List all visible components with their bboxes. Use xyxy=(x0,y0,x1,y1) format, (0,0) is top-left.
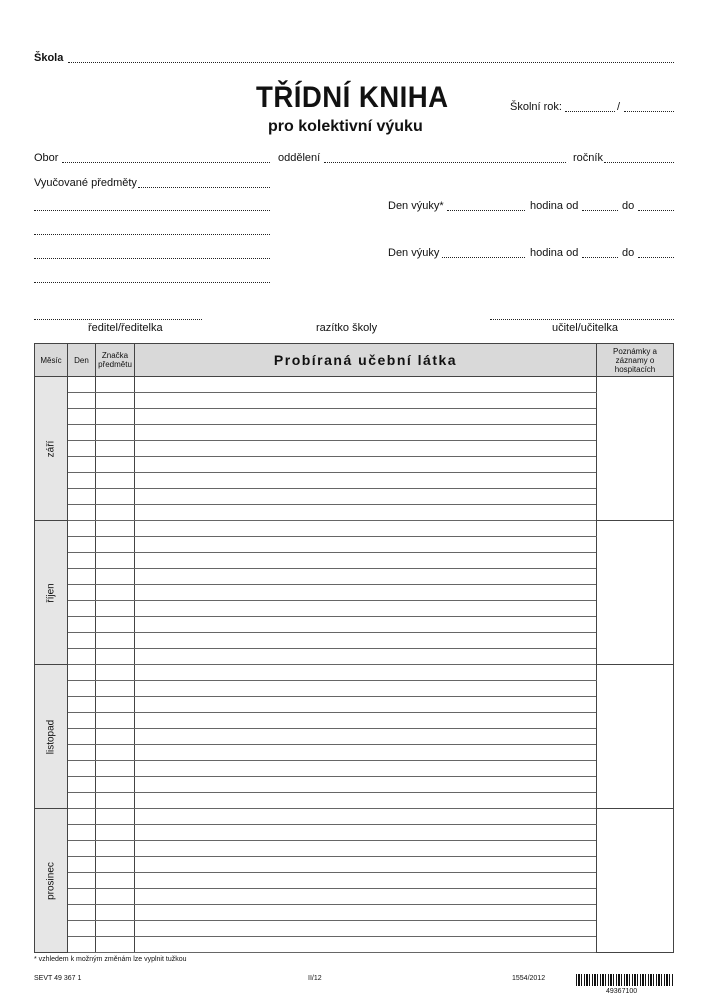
do-1-label: do xyxy=(622,200,635,212)
latka-cell[interactable] xyxy=(135,617,597,633)
class-book-table xyxy=(34,343,674,953)
reditel-label: ředitel/ředitelka xyxy=(88,322,163,334)
latka-cell[interactable] xyxy=(135,425,597,441)
den-cell[interactable] xyxy=(68,457,96,473)
col-header-poznamky: Poznámky a záznamy o hospitacích xyxy=(597,344,674,377)
latka-cell[interactable] xyxy=(135,521,597,537)
latka-cell[interactable] xyxy=(135,473,597,489)
znacka-cell[interactable] xyxy=(96,457,135,473)
table-row xyxy=(35,681,674,697)
col-header-main: Probíraná učební látka xyxy=(135,344,597,377)
latka-cell[interactable] xyxy=(135,569,597,585)
barcode-number: 49367100 xyxy=(606,988,638,995)
znacka-cell[interactable] xyxy=(96,537,135,553)
latka-cell[interactable] xyxy=(135,905,597,921)
table-row xyxy=(35,633,674,649)
latka-cell[interactable] xyxy=(135,841,597,857)
table-row xyxy=(35,793,674,809)
latka-cell[interactable] xyxy=(135,697,597,713)
latka-cell[interactable] xyxy=(135,681,597,697)
latka-cell[interactable] xyxy=(135,777,597,793)
table-row xyxy=(35,697,674,713)
den-cell[interactable] xyxy=(68,473,96,489)
school-year-from-field[interactable] xyxy=(565,111,615,112)
table-row xyxy=(35,377,674,393)
znacka-cell[interactable] xyxy=(96,489,135,505)
hodina-od-2-label: hodina od xyxy=(530,247,579,259)
table-row xyxy=(35,473,674,489)
den-cell[interactable] xyxy=(68,665,96,681)
znacka-cell[interactable] xyxy=(96,729,135,745)
table-row xyxy=(35,809,674,825)
znacka-cell[interactable] xyxy=(96,393,135,409)
predmety-field-4[interactable] xyxy=(34,258,270,259)
table-row xyxy=(35,841,674,857)
page-subtitle: pro kolektivní výuku xyxy=(268,118,423,135)
latka-cell[interactable] xyxy=(135,921,597,937)
hodina-od-1-field[interactable] xyxy=(582,210,618,211)
znacka-cell[interactable] xyxy=(96,601,135,617)
den-cell[interactable] xyxy=(68,825,96,841)
znacka-cell[interactable] xyxy=(96,777,135,793)
latka-cell[interactable] xyxy=(135,889,597,905)
den-cell[interactable] xyxy=(68,921,96,937)
table-row xyxy=(35,393,674,409)
school-label: Škola xyxy=(34,52,64,64)
table-row xyxy=(35,457,674,473)
month-cell xyxy=(35,665,68,809)
notes-cell[interactable] xyxy=(597,377,674,521)
den-cell[interactable] xyxy=(68,793,96,809)
table-row xyxy=(35,825,674,841)
znacka-cell[interactable] xyxy=(96,569,135,585)
col-header-znacka: Značka předmětu xyxy=(96,344,135,377)
den-cell[interactable] xyxy=(68,697,96,713)
znacka-cell[interactable] xyxy=(96,841,135,857)
znacka-cell[interactable] xyxy=(96,825,135,841)
col-header-mesic: Měsíc xyxy=(35,344,68,377)
latka-cell[interactable] xyxy=(135,489,597,505)
table-row xyxy=(35,729,674,745)
latka-cell[interactable] xyxy=(135,441,597,457)
den-cell[interactable] xyxy=(68,777,96,793)
znacka-cell[interactable] xyxy=(96,889,135,905)
latka-cell[interactable] xyxy=(135,937,597,953)
den-cell[interactable] xyxy=(68,585,96,601)
den-cell[interactable] xyxy=(68,745,96,761)
den-vyuky-2-label: Den výuky xyxy=(388,247,440,259)
latka-cell[interactable] xyxy=(135,409,597,425)
table-row xyxy=(35,905,674,921)
latka-cell[interactable] xyxy=(135,745,597,761)
den-cell[interactable] xyxy=(68,857,96,873)
znacka-cell[interactable] xyxy=(96,681,135,697)
table-row xyxy=(35,537,674,553)
den-cell[interactable] xyxy=(68,889,96,905)
latka-cell[interactable] xyxy=(135,649,597,665)
ucitel-label: učitel/učitelka xyxy=(552,322,619,334)
znacka-cell[interactable] xyxy=(96,761,135,777)
footnote: * vzhledem k možným změnám lze vyplnit tužkou xyxy=(34,956,187,963)
den-cell[interactable] xyxy=(68,761,96,777)
den-vyuky-1-field[interactable] xyxy=(447,210,525,211)
do-2-label: do xyxy=(622,247,635,259)
latka-cell[interactable] xyxy=(135,729,597,745)
hodina-od-2-field[interactable] xyxy=(582,257,618,258)
znacka-cell[interactable] xyxy=(96,665,135,681)
predmety-field-3[interactable] xyxy=(34,234,270,235)
den-cell[interactable] xyxy=(68,521,96,537)
den-cell[interactable] xyxy=(68,377,96,393)
table-header-row xyxy=(35,344,674,377)
latka-cell[interactable] xyxy=(135,761,597,777)
den-cell[interactable] xyxy=(68,601,96,617)
znacka-cell[interactable] xyxy=(96,697,135,713)
den-cell[interactable] xyxy=(68,729,96,745)
school-year-to-field[interactable] xyxy=(624,111,674,112)
month-cell xyxy=(35,377,68,521)
notes-cell[interactable] xyxy=(597,665,674,809)
latka-cell[interactable] xyxy=(135,505,597,521)
table-row xyxy=(35,713,674,729)
den-cell[interactable] xyxy=(68,409,96,425)
den-cell[interactable] xyxy=(68,681,96,697)
table-row xyxy=(35,585,674,601)
znacka-cell[interactable] xyxy=(96,905,135,921)
month-cell xyxy=(35,521,68,665)
den-cell[interactable] xyxy=(68,441,96,457)
school-year-separator: / xyxy=(617,101,621,113)
month-label: listopad xyxy=(45,719,57,754)
den-cell[interactable] xyxy=(68,809,96,825)
reditel-signature-field[interactable] xyxy=(34,319,202,320)
rocnik-label: ročník xyxy=(573,152,603,164)
table-row xyxy=(35,649,674,665)
month-label: září xyxy=(45,440,57,457)
latka-cell[interactable] xyxy=(135,601,597,617)
znacka-cell[interactable] xyxy=(96,745,135,761)
den-cell[interactable] xyxy=(68,713,96,729)
table-row xyxy=(35,873,674,889)
latka-cell[interactable] xyxy=(135,713,597,729)
znacka-cell[interactable] xyxy=(96,809,135,825)
table-row xyxy=(35,921,674,937)
predmety-field-1[interactable] xyxy=(138,187,270,188)
obor-field[interactable] xyxy=(62,162,270,163)
school-year-label: Školní rok: xyxy=(510,101,562,113)
den-cell[interactable] xyxy=(68,505,96,521)
latka-cell[interactable] xyxy=(135,825,597,841)
table-row xyxy=(35,505,674,521)
predmety-field-2[interactable] xyxy=(34,210,270,211)
znacka-cell[interactable] xyxy=(96,377,135,393)
znacka-cell[interactable] xyxy=(96,585,135,601)
den-cell[interactable] xyxy=(68,937,96,953)
znacka-cell[interactable] xyxy=(96,521,135,537)
latka-cell[interactable] xyxy=(135,393,597,409)
table-row xyxy=(35,553,674,569)
do-2-field[interactable] xyxy=(638,257,674,258)
den-cell[interactable] xyxy=(68,425,96,441)
notes-cell[interactable] xyxy=(597,809,674,953)
table-row xyxy=(35,777,674,793)
latka-cell[interactable] xyxy=(135,377,597,393)
den-cell[interactable] xyxy=(68,537,96,553)
razitko-label: razítko školy xyxy=(316,322,378,334)
table-row xyxy=(35,409,674,425)
den-cell[interactable] xyxy=(68,649,96,665)
hodina-od-1-label: hodina od xyxy=(530,200,579,212)
den-vyuky-1-label: Den výuky* xyxy=(388,200,444,212)
table-row xyxy=(35,857,674,873)
znacka-cell[interactable] xyxy=(96,505,135,521)
latka-cell[interactable] xyxy=(135,633,597,649)
znacka-cell[interactable] xyxy=(96,441,135,457)
page-title: TŘÍDNÍ KNIHA xyxy=(256,81,449,114)
den-cell[interactable] xyxy=(68,841,96,857)
table-row xyxy=(35,441,674,457)
table-row xyxy=(35,761,674,777)
latka-cell[interactable] xyxy=(135,457,597,473)
znacka-cell[interactable] xyxy=(96,473,135,489)
table-row xyxy=(35,665,674,681)
znacka-cell[interactable] xyxy=(96,921,135,937)
month-label: říjen xyxy=(45,582,57,603)
latka-cell[interactable] xyxy=(135,537,597,553)
table-row xyxy=(35,569,674,585)
den-cell[interactable] xyxy=(68,489,96,505)
table-row xyxy=(35,425,674,441)
den-cell[interactable] xyxy=(68,633,96,649)
latka-cell[interactable] xyxy=(135,585,597,601)
table-row xyxy=(35,489,674,505)
obor-label: Obor xyxy=(34,152,59,164)
latka-cell[interactable] xyxy=(135,793,597,809)
edition: II/12 xyxy=(308,975,322,982)
znacka-cell[interactable] xyxy=(96,553,135,569)
den-cell[interactable] xyxy=(68,569,96,585)
table-row xyxy=(35,889,674,905)
den-vyuky-2-field[interactable] xyxy=(442,257,525,258)
barcode-icon xyxy=(576,974,673,986)
notes-cell[interactable] xyxy=(597,521,674,665)
predmety-field-5[interactable] xyxy=(34,282,270,283)
znacka-cell[interactable] xyxy=(96,633,135,649)
table-row xyxy=(35,937,674,953)
table-row xyxy=(35,745,674,761)
do-1-field[interactable] xyxy=(638,210,674,211)
znacka-cell[interactable] xyxy=(96,409,135,425)
rocnik-field[interactable] xyxy=(604,162,674,163)
znacka-cell[interactable] xyxy=(96,649,135,665)
month-label: prosinec xyxy=(45,861,57,900)
school-field[interactable] xyxy=(68,62,674,63)
oddeleni-label: oddělení xyxy=(278,152,321,164)
den-cell[interactable] xyxy=(68,553,96,569)
znacka-cell[interactable] xyxy=(96,793,135,809)
latka-cell[interactable] xyxy=(135,809,597,825)
latka-cell[interactable] xyxy=(135,553,597,569)
znacka-cell[interactable] xyxy=(96,857,135,873)
table-row xyxy=(35,521,674,537)
latka-cell[interactable] xyxy=(135,857,597,873)
den-cell[interactable] xyxy=(68,393,96,409)
month-cell xyxy=(35,809,68,953)
oddeleni-field[interactable] xyxy=(324,162,566,163)
predmety-label: Vyučované předměty xyxy=(34,177,137,189)
table-row xyxy=(35,601,674,617)
ucitel-signature-field[interactable] xyxy=(490,319,674,320)
latka-cell[interactable] xyxy=(135,665,597,681)
znacka-cell[interactable] xyxy=(96,873,135,889)
latka-cell[interactable] xyxy=(135,873,597,889)
table-row xyxy=(35,617,674,633)
form-code: SEVT 49 367 1 xyxy=(34,975,82,982)
den-cell[interactable] xyxy=(68,873,96,889)
znacka-cell[interactable] xyxy=(96,425,135,441)
approval-number: 1554/2012 xyxy=(512,975,546,982)
znacka-cell[interactable] xyxy=(96,617,135,633)
znacka-cell[interactable] xyxy=(96,937,135,953)
col-header-den: Den xyxy=(68,344,96,377)
den-cell[interactable] xyxy=(68,905,96,921)
den-cell[interactable] xyxy=(68,617,96,633)
znacka-cell[interactable] xyxy=(96,713,135,729)
